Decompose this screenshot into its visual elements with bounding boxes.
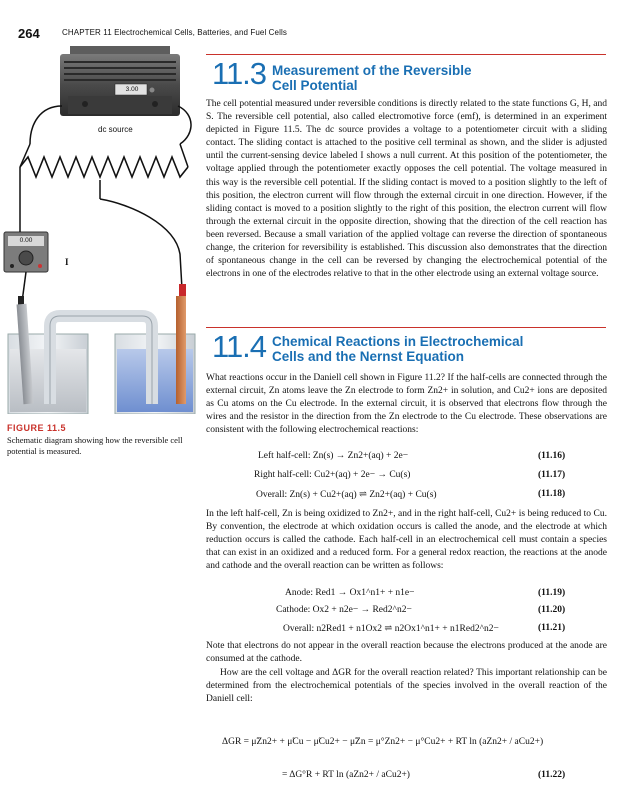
equation-anode: Anode: Red1 → Ox1^n1+ + n1e− bbox=[285, 588, 415, 598]
section-title: Chemical Reactions in Electrochemical Cells and the Nernst Equation bbox=[272, 334, 524, 364]
figure-caption-label: FIGURE 11.5 bbox=[7, 423, 67, 433]
current-label: I bbox=[65, 257, 69, 267]
equation-right-half-cell: Right half-cell: Cu2+(aq) + 2e− → Cu(s) bbox=[254, 470, 411, 480]
equation-cathode: Cathode: Ox2 + n2e− → Red2^n2− bbox=[276, 605, 412, 615]
figure-11-5-diagram bbox=[0, 44, 200, 414]
figure-caption-text: Schematic diagram showing how the reversible cell potential is measured. bbox=[7, 435, 183, 456]
chapter-title: CHAPTER 11 Electrochemical Cells, Batteries, and Fuel Cells bbox=[62, 28, 287, 37]
equation-number: (11.17) bbox=[538, 470, 566, 480]
equation-overall: Overall: Zn(s) + Cu2+(aq) ⇌ Zn2+(aq) + Cu(s) bbox=[256, 490, 437, 500]
body-paragraph: How are the cell voltage and ΔGR for the overall reaction related? This important relationship can be determined from the electrochemical potentials of the species involved in the overall reaction of the Daniell cell: bbox=[206, 668, 607, 705]
equation-number: (11.18) bbox=[538, 489, 566, 499]
equation-delta-g: ΔGR = μ̃Zn2+ + μ̃Cu − μ̃Cu2+ − μ̃Zn = μ°Zn2+ − μ°Cu2+ + RT ln (aZn2+ / aCu2+) bbox=[222, 737, 544, 747]
body-paragraph: In the left half-cell, Zn is being oxidized to Zn2+, and in the right half-cell, Cu2+ is being reduced to Cu. By convention, the electrode at which oxidation occurs is called the anode, and the electrode at which reduction occurs is called the cathode. Each half-cell in an electrochemical cell must contain a species that can exist in an oxidized and a reduced form. For a general redox reaction, the reactions at the anode and cathode and the overall reaction can be written as follows: bbox=[206, 509, 607, 572]
page-number: 264 bbox=[18, 26, 40, 41]
meter-display: 0.00 bbox=[19, 237, 33, 244]
equation-number: (11.21) bbox=[538, 623, 566, 633]
section-number: 11.4 bbox=[212, 329, 267, 364]
equation-number: (11.22) bbox=[538, 770, 566, 780]
equation-overall-general: Overall: n2Red1 + n1Ox2 ⇌ n2Ox1^n1+ + n1Red2^n2− bbox=[283, 624, 499, 634]
dc-source-label: dc source bbox=[98, 125, 133, 134]
section-rule bbox=[206, 327, 606, 328]
page-header bbox=[18, 26, 610, 42]
body-paragraph: Note that electrons do not appear in the overall reaction because the electrons produced at the anode are consumed at the cathode. bbox=[206, 641, 607, 665]
equation-number: (11.16) bbox=[538, 451, 566, 461]
body-paragraph: The cell potential measured under reversible conditions is directly related to the state functions G, H, and S. The reversible cell potential, also called electromotive force (emf), is determined in an experiment depicted in Figure 11.5. The dc source provides a voltage to a potentiometer circuit with a sliding contact. The sliding contact is attached to the positive cell terminal as shown, and the slider is adjusted until the current-sensing device labeled I shows a null current. At this position of the potentiometer, the voltage applied through the potentiometer exactly opposes the cell potential. The voltage measured in this way is the reversible cell potential. If the sliding contact is moved to a position slightly to the left of this position, the electron current will flow through the external circuit in one direction. However, if the sliding contact is moved to a position slightly to the right of this position, the electron current will flow through the external circuit in the opposite direction, showing that the direction of the cell reaction has been reversed. Because a small variation of the applied voltage can reverse the direction of spontaneous change, the criterion for reversibility is established. This discussion also demonstrates that the direction of spontaneous change in the cell can be reversed by changing the electrochemical potential of the electrons in one of the electrodes relative to that in the other electrode using an external voltage source. bbox=[206, 99, 607, 280]
dc-display: 3.00 bbox=[125, 86, 139, 93]
section-rule bbox=[206, 54, 606, 55]
equation-number: (11.20) bbox=[538, 605, 566, 615]
section-title: Measurement of the Reversible Cell Potential bbox=[272, 63, 472, 93]
potentiometer-resistor bbox=[20, 157, 188, 177]
equation-left-half-cell: Left half-cell: Zn(s) → Zn2+(aq) + 2e− bbox=[258, 451, 409, 461]
equation-delta-g-result: = ΔG°R + RT ln (aZn2+ / aCu2+) bbox=[282, 770, 410, 780]
body-paragraph: What reactions occur in the Daniell cell shown in Figure 11.2? If the half-cells are connected through the external circuit, Zn atoms leave the Zn electrode to form Zn2+ in solution, and Cu2+ ions are deposited as Cu atoms on the Cu electrode. In the external circuit, it is observed that electrons flow through the wires and the resistor in the direction from the Zn electrode to the Cu electrode. These observations are consistent with the following electrochemical reactions: bbox=[206, 373, 607, 436]
section-number: 11.3 bbox=[212, 56, 267, 91]
dc-source bbox=[60, 46, 180, 116]
equation-number: (11.19) bbox=[538, 588, 566, 598]
